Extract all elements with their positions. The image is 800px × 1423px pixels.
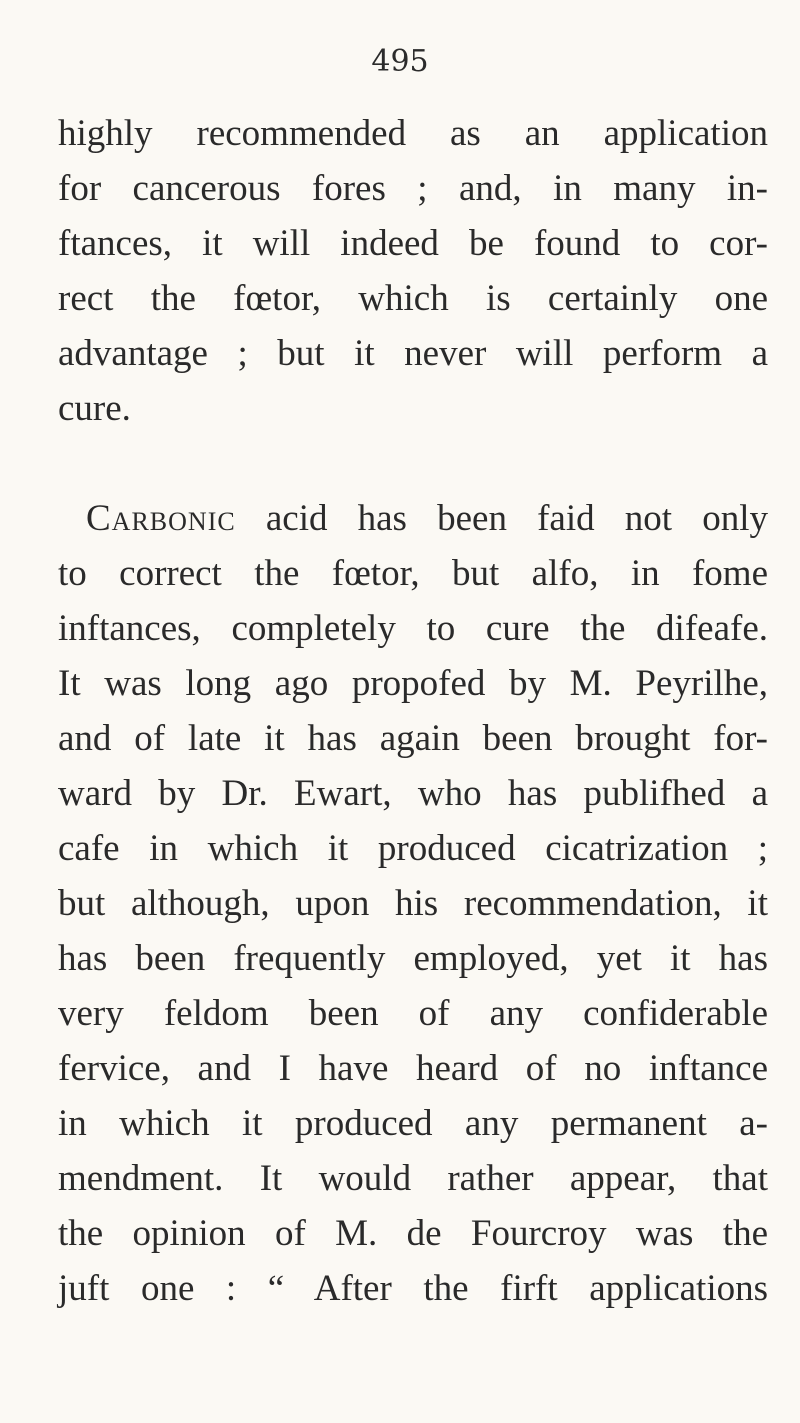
text-fragment: acid has been faid not only bbox=[235, 498, 768, 539]
text-line: ftances, it will indeed be found to cor- bbox=[58, 223, 768, 264]
text-line: mendment. It would rather appear, that bbox=[58, 1158, 768, 1199]
paragraph-gap bbox=[58, 436, 768, 491]
text-line: and of late it has again been brought for- bbox=[58, 718, 768, 759]
text-line bbox=[58, 491, 768, 546]
text-line: cafe in which it produced cicatrization ; bbox=[58, 828, 768, 869]
lead-word: Carbonic bbox=[86, 498, 236, 539]
text-line: fervice, and I have heard of no inftance bbox=[58, 1048, 768, 1089]
text-line: ward by Dr. Ewart, who has publifhed a bbox=[58, 773, 768, 814]
text-line: It was long ago propofed by M. Peyrilhe, bbox=[58, 663, 768, 704]
text-line: to correct the fœtor, but alfo, in fome bbox=[58, 553, 768, 594]
text-line: rect the fœtor, which is certainly one bbox=[58, 278, 768, 319]
text-line: has been frequently employed, yet it has bbox=[58, 938, 768, 979]
page-number: 495 bbox=[371, 44, 429, 79]
text-line: juft one : “ After the firft applications bbox=[58, 1268, 768, 1309]
text-line: advantage ; but it never will perform a bbox=[58, 333, 768, 374]
text-line: but although, upon his recommendation, it bbox=[58, 883, 768, 924]
body-text bbox=[58, 106, 768, 1316]
text-line: for cancerous fores ; and, in many in- bbox=[58, 168, 768, 209]
text-line: very feldom been of any confiderable bbox=[58, 993, 768, 1034]
text-line: inftances, completely to cure the difeafe. bbox=[58, 608, 768, 649]
text-line: cure. bbox=[58, 388, 131, 429]
text-line: highly recommended as an application bbox=[58, 113, 768, 154]
text-line: in which it produced any permanent a- bbox=[58, 1103, 768, 1144]
text-line: the opinion of M. de Fourcroy was the bbox=[58, 1213, 768, 1254]
